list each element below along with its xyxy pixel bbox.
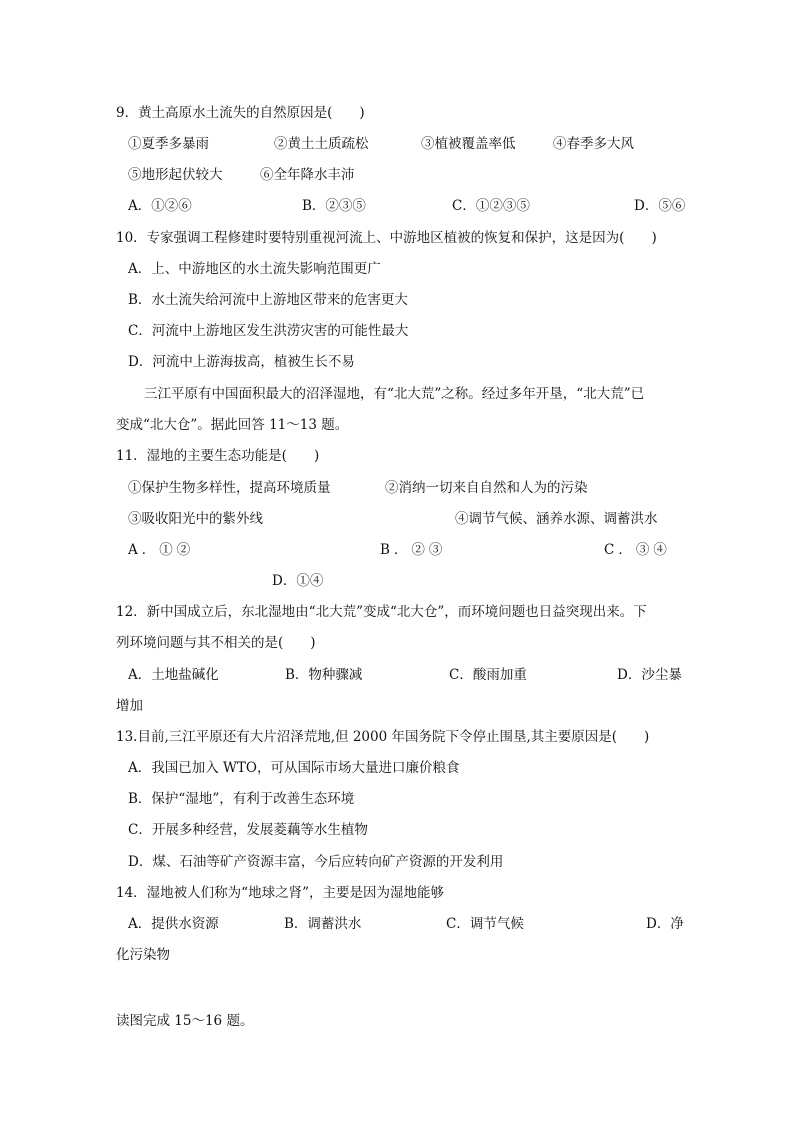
- q13-option-d: D．煤、石油等矿产资源丰富，今后应转向矿产资源的开发利用: [128, 854, 504, 870]
- q13-option-b: B．保护“湿地”，有利于改善生态环境: [128, 791, 355, 807]
- q9-statement-5: ⑤地形起伏较大: [128, 167, 223, 183]
- q10-stem: 10．专家强调工程修建时要特别重视河流上、中游地区植被的恢复和保护，这是因为( ): [116, 230, 657, 246]
- q9-statement-4: ④春季多大风: [553, 136, 634, 152]
- q14-option-b: B．调蓄洪水: [284, 916, 362, 932]
- passage-line-1: 三江平原有中国面积最大的沼泽湿地，有“北大荒”之称。经过多年开垦，“北大荒”已: [144, 386, 645, 402]
- q10-option-b: B．水土流失给河流中上游地区带来的危害更大: [128, 292, 408, 308]
- q11-option-b: B．②③: [380, 542, 447, 558]
- q11-option-a: A．①②: [128, 542, 195, 558]
- q12-option-d: D．沙尘暴: [617, 667, 682, 683]
- q13-stem: 13.目前,三江平原还有大片沼泽荒地,但 2000 年国务院下令停止围垦,其主要原因是( ): [116, 729, 650, 745]
- q11-stem: 11．湿地的主要生态功能是( ): [116, 448, 320, 464]
- q12-stem-line-2: 列环境问题与其不相关的是( ): [116, 635, 316, 651]
- q12-option-d-continued: 增加: [116, 698, 143, 714]
- q11-option-d: D．①④: [272, 573, 324, 589]
- q12-option-b: B．物种骤减: [285, 667, 363, 683]
- q14-option-a: A．提供水资源: [128, 916, 219, 932]
- q14-stem: 14．湿地被人们称为“地球之肾”，主要是因为湿地能够: [116, 885, 444, 901]
- q9-statement-2: ②黄土土质疏松: [274, 136, 369, 152]
- q11-statement-1: ①保护生物多样性，提高环境质量: [128, 480, 331, 496]
- q9-statement-3: ③植被覆盖率低: [421, 136, 516, 152]
- figure-instruction: 读图完成 15～16 题。: [116, 1013, 254, 1029]
- q9-option-d: D．⑤⑥: [634, 198, 686, 214]
- q12-option-a: A．土地盐碱化: [128, 667, 219, 683]
- q9-option-c: C．①②③⑤: [452, 198, 530, 214]
- q11-statement-2: ②消纳一切来自自然和人为的污染: [385, 480, 588, 496]
- q10-option-a: A．上、中游地区的水土流失影响范围更广: [128, 261, 381, 277]
- q13-option-c: C．开展多种经营，发展菱藕等水生植物: [128, 822, 368, 838]
- q12-option-c: C．酸雨加重: [449, 667, 527, 683]
- q11-statement-3: ③吸收阳光中的紫外线: [128, 511, 263, 527]
- q9-statement-6: ⑥全年降水丰沛: [260, 167, 355, 183]
- q10-option-c: C．河流中上游地区发生洪涝灾害的可能性最大: [128, 323, 409, 339]
- q11-statement-4: ④调节气候、涵养水源、调蓄洪水: [455, 511, 658, 527]
- q10-option-d: D．河流中上游海拔高，植被生长不易: [128, 354, 355, 370]
- q13-option-a: A．我国已加入 WTO，可从国际市场大量进口廉价粮食: [128, 760, 460, 776]
- q14-option-d: D．净: [646, 916, 684, 932]
- q9-option-b: B．②③⑤: [302, 198, 366, 214]
- q9-stem: 9．黄土高原水土流失的自然原因是( ): [116, 105, 365, 121]
- q9-statement-1: ①夏季多暴雨: [128, 136, 209, 152]
- passage-line-2: 变成“北大仓”。据此回答 11～13 题。: [116, 417, 349, 433]
- q11-option-c: C．③④: [604, 542, 671, 558]
- q12-stem-line-1: 12．新中国成立后，东北湿地由“北大荒”变成“北大仓”，而环境问题也日益突现出来。下: [116, 604, 647, 620]
- q14-option-c: C．调节气候: [446, 916, 524, 932]
- q9-option-a: A．①②⑥: [128, 198, 192, 214]
- q14-option-d-continued: 化污染物: [116, 947, 170, 963]
